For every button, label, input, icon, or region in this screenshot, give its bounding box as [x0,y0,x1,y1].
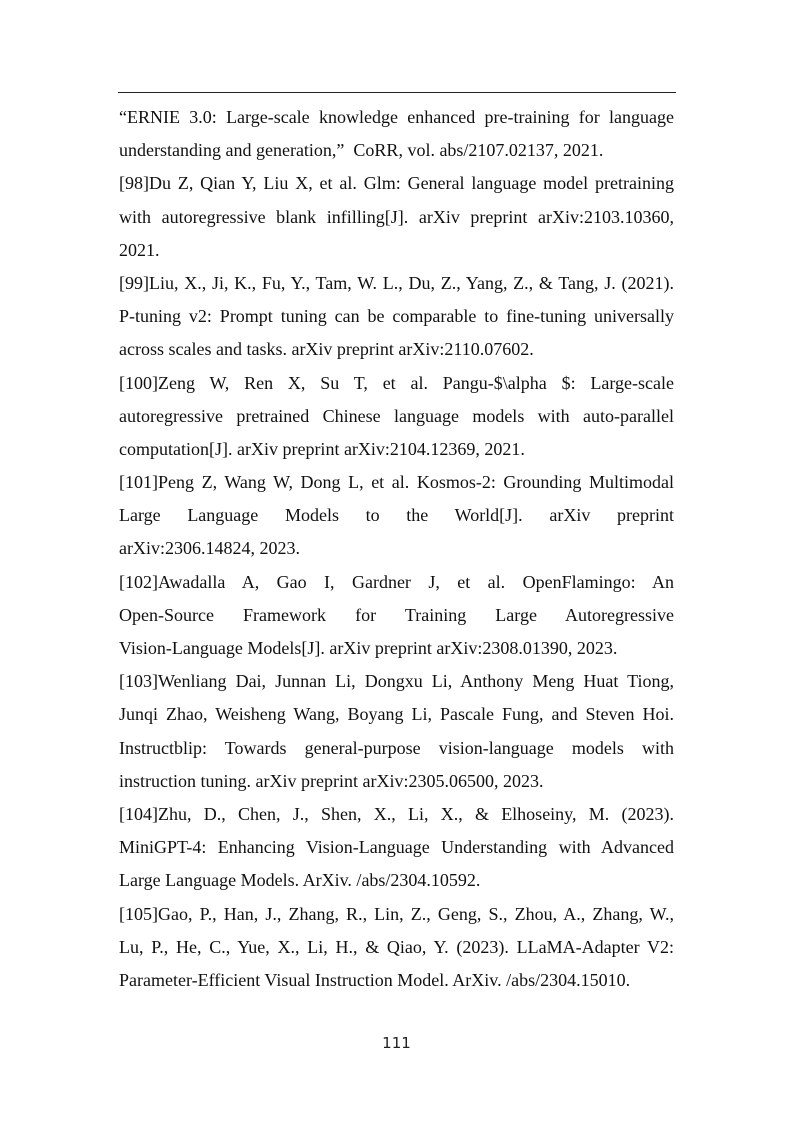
reference-line: Large Language Models to the World[J]. arXiv preprint [119,505,674,526]
reference-line: Open-Source Framework for Training Large Autoregressive [119,604,674,625]
reference-line: instruction tuning. arXiv preprint arXiv:2305.06500, 2023. [119,770,544,791]
reference-line: [100]Zeng W, Ren X, Su T, et al. Pangu-$\alpha $: Large-scale [119,372,674,393]
reference-line: with autoregressive blank infilling[J]. arXiv preprint arXiv:2103.10360, [119,206,674,227]
reference-line: [98]Du Z, Qian Y, Liu X, et al. Glm: General language model pretraining [119,173,674,194]
reference-entry-101 [119,466,674,566]
reference-entry-99 [119,267,674,367]
reference-line: [104]Zhu, D., Chen, J., Shen, X., Li, X., & Elhoseiny, M. (2023). [119,803,674,824]
reference-line: P-tuning v2: Prompt tuning can be comparable to fine-tuning universally [119,306,674,327]
reference-line: [102]Awadalla A, Gao I, Gardner J, et al. OpenFlamingo: An [119,571,674,592]
page-number: 111 [382,1034,411,1052]
reference-entry-104 [119,798,674,898]
reference-line: Vision-Language Models[J]. arXiv preprint arXiv:2308.01390, 2023. [119,638,618,658]
reference-line: [103]Wenliang Dai, Junnan Li, Dongxu Li, Anthony Meng Huat Tiong, [119,671,674,692]
reference-line: autoregressive pretrained Chinese language models with auto-parallel [119,405,674,426]
reference-entry-102 [119,566,674,666]
reference-line: “ERNIE 3.0: Large-scale knowledge enhanced pre-training for language [119,107,674,127]
reference-line: [99]Liu, X., Ji, K., Fu, Y., Tam, W. L., Du, Z., Yang, Z., & Tang, J. (2021). [119,272,674,293]
reference-line: [105]Gao, P., Han, J., Zhang, R., Lin, Z., Geng, S., Zhou, A., Zhang, W., [119,903,674,924]
reference-entry-103 [119,665,674,798]
reference-line: arXiv:2306.14824, 2023. [119,538,300,559]
reference-list [119,101,674,997]
reference-line: Lu, P., He, C., Yue, X., Li, H., & Qiao, Y. (2023). LLaMA-Adapter V2: [119,936,674,957]
reference-line: Large Language Models. ArXiv. /abs/2304.10592. [119,870,481,891]
reference-line: [101]Peng Z, Wang W, Dong L, et al. Kosmos-2: Grounding Multimodal [119,472,674,493]
reference-line: 2021. [119,239,160,260]
reference-line: MiniGPT-4: Enhancing Vision-Language Understanding with Advanced [119,837,674,858]
reference-entry-105 [119,898,674,998]
reference-line: across scales and tasks. arXiv preprint arXiv:2110.07602. [119,339,534,360]
reference-line: Junqi Zhao, Weisheng Wang, Boyang Li, Pascale Fung, and Steven Hoi. [119,704,674,725]
reference-line: Parameter-Efficient Visual Instruction Model. ArXiv. /abs/2304.15010. [119,969,631,990]
reference-entry-98 [119,167,674,267]
reference-line: understanding and generation,” CoRR, vol. abs/2107.02137, 2021. [119,140,604,161]
reference-entry-97-continued [119,101,674,167]
header-rule [118,92,676,93]
reference-line: Instructblip: Towards general-purpose vision-language models with [119,737,674,758]
reference-line: computation[J]. arXiv preprint arXiv:2104.12369, 2021. [119,438,525,459]
reference-entry-100 [119,367,674,467]
